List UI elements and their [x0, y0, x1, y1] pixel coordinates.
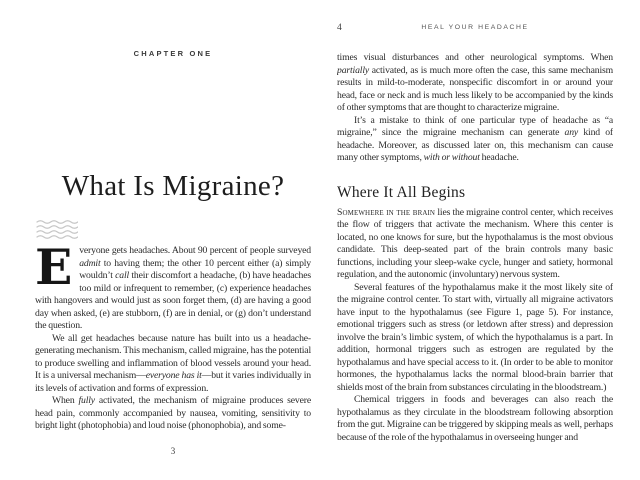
text-run: activated, as is much more often the case, this same mechanism results in mild-to-moderate, nonspecific discomfort in or around your head, face or neck and is much less likely to be accompanied by the kinds of other symptoms that are thought to characterize migraine.: [337, 64, 613, 113]
text-run: kind of headache. Moreover, as discussed later on, this mechanism can cause many other symptoms,: [337, 127, 613, 163]
page-title: What Is Migraine?: [61, 170, 285, 203]
page-number-right: 4: [337, 23, 342, 33]
running-header: HEAL YOUR HEADACHE: [421, 24, 529, 31]
text-run: partially: [337, 64, 370, 76]
text-run: It’s a mistake to think of one particular type of headache as “a migraine,” since the migraine mechanism can generate: [337, 114, 613, 138]
text-run: call: [115, 270, 130, 281]
right-page-body: [337, 52, 613, 444]
running-head-row: [337, 23, 613, 35]
text-run: times visual disturbances and other neurological symptoms. When: [337, 52, 613, 63]
paragraph: [35, 333, 311, 396]
text-run: to having them; the other 10 percent either (a) simply wouldn’t: [79, 257, 311, 281]
paragraph: [337, 394, 613, 444]
drop-cap: E: [35, 238, 73, 296]
text-run: Somewhere in the brain: [337, 206, 436, 218]
paragraph: [35, 395, 311, 433]
section-heading: Where It All Begins: [337, 183, 466, 201]
text-run: their discomfort a headache, (b) have headaches too mild or infrequent to remember, (c) experience headaches with hangovers and would just as soon forget them, (d) are having a good day when asked, (e) are stubborn, (f) are in denial, or (g) don’t understand the question.: [35, 270, 311, 331]
text-run: fully: [78, 395, 95, 406]
text-run: Several features of the hypothalamus make it the most likely site of the migraine control center. To start with, virtually all migraine activators have input to the hypothalamus (see Figure 1, page 5). For instance, emotional triggers such as stress (or letdown after stress) and depression involve the brain’s limbic system, of which the hypothalamus is a part. In addition, hormonal triggers such as estrogen are regulated by the hypothalamus and have special access to it. (In order to be able to monitor hormones, the hypothalamus lacks the normal blood-brain barrier that shields most of the brain from substances circulating in the bloodstream.): [337, 281, 613, 393]
text-run: any: [564, 127, 579, 138]
text-run: Chemical triggers in foods and beverages can also reach the hypothalamus as they circulate in the bloodstream following absorption from the gut. Migraine can be triggered by skipping meals as well, perhaps because of the role of the hypothalamus in overseeing hunger and: [337, 394, 613, 443]
wave-ornament-icon: [36, 219, 311, 241]
chapter-label: CHAPTER ONE: [133, 49, 213, 58]
paragraph: [337, 115, 613, 165]
text-run: —but it varies individually in its levels of activation and forms of expression.: [35, 370, 311, 394]
paragraph: [337, 52, 613, 115]
left-page-body: [35, 219, 311, 433]
text-run: activated, the mechanism of migraine produces severe head pain, commonly accompanied by nausea, vomiting, sensitivity to bright light (photophobia) and loud noise (phonophobia), and some-: [35, 395, 311, 431]
paragraph: [337, 207, 613, 282]
text-run: admit: [79, 257, 101, 269]
text-run: with or without: [423, 152, 480, 163]
page-number-left: 3: [170, 446, 176, 456]
text-run: When: [52, 395, 79, 406]
text-run: everyone has it: [145, 370, 202, 381]
left-page-paragraphs: [35, 238, 311, 433]
paragraph: [337, 282, 613, 395]
paragraph: [35, 238, 311, 333]
text-run: lies the migraine control center, which receives the flow of triggers that activate the mechanism. Where this center is located, no one knows for sure, but the hypothalamus is the most obvious candidate. This deep-seated part of the brain controls many basic functions, including your sleep-wake cycle, hunger and satiety, hormonal regulation, and the autonomic (involuntary) nervous system.: [337, 206, 613, 280]
text-run: We all get headaches because nature has built into us a headache-generating mechanism. This mechanism, called migraine, has the potential to produce swelling and inflammation of blood vessels around your head. It is a universal mechanism—: [35, 332, 311, 381]
left-page: [35, 0, 311, 480]
right-page: [337, 0, 613, 480]
text-run: headache.: [479, 152, 519, 163]
text-run: veryone gets headaches. About 90 percent of people surveyed: [79, 245, 311, 256]
right-page-paragraphs: [337, 52, 613, 444]
